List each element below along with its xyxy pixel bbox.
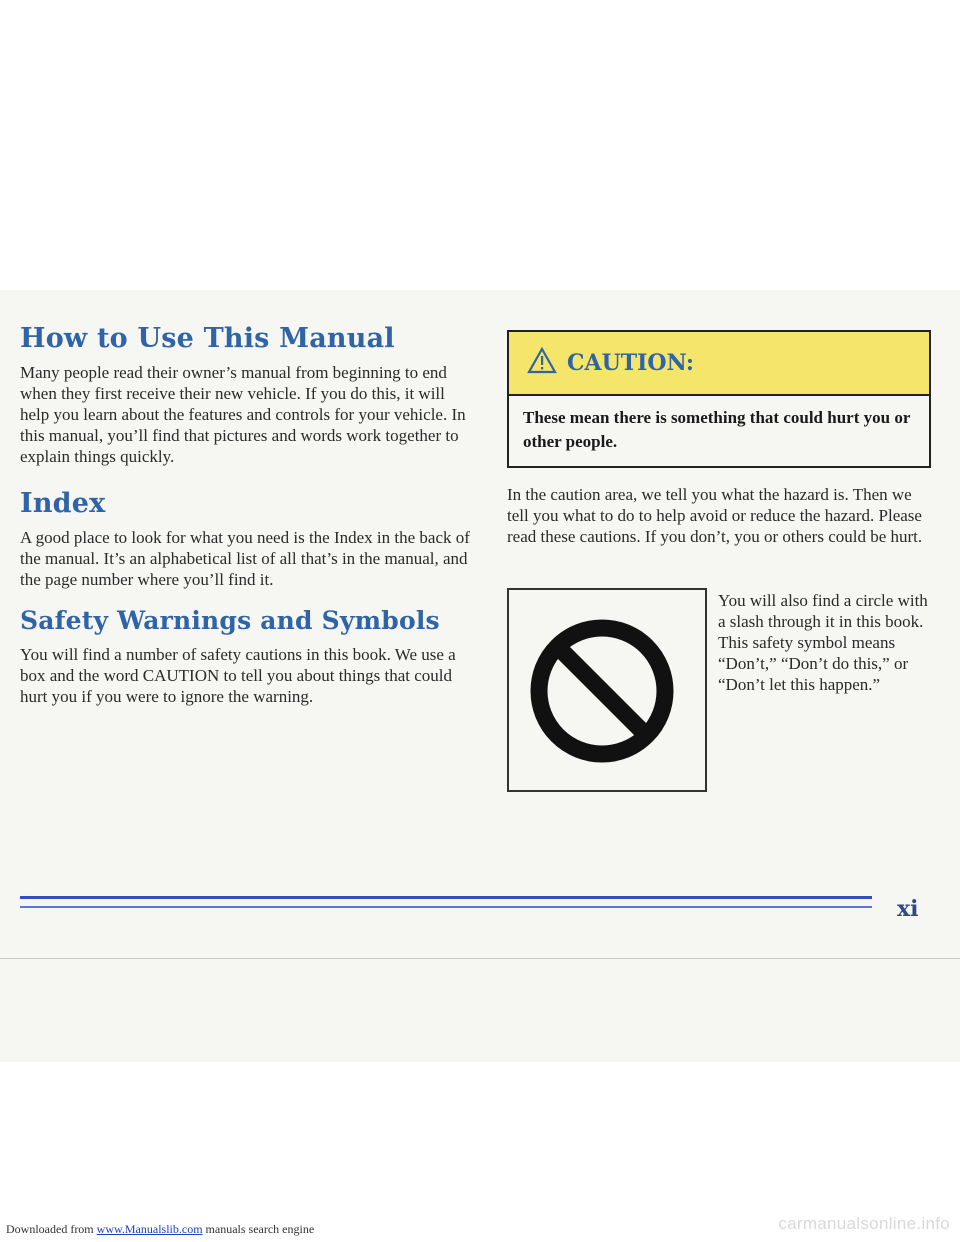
watermark: carmanualsonline.info [778,1214,950,1233]
footer-prefix: Downloaded from [6,1222,94,1236]
heading-safety: Safety Warnings and Symbols [20,606,440,635]
caution-explanation: In the caution area, we tell you what the hazard is. Then we tell you what to do to help avoid or reduce the hazard. Please read these cautions. If you don’t, you or others could be hurt. [507,485,923,546]
page-number: xi [897,896,919,922]
caution-body: These mean there is something that could hurt you or other people. [523,408,911,451]
footer-suffix: manuals search engine [205,1222,315,1236]
footer-rule [20,896,872,899]
caution-box [507,330,931,468]
no-symbol-icon [509,777,705,794]
left-column [20,322,472,707]
index-paragraph: A good place to look for what you need is the Index in the back of the manual. It’s an alphabetical list of all that’s in the manual, and the page number where you’ll find it. [20,528,470,589]
symbol-frame [507,588,707,792]
heading-how-to-use: How to Use This Manual [20,323,395,354]
caution-title: CAUTION: [567,350,695,376]
caution-header [509,332,929,396]
warning-triangle-icon [527,347,557,379]
footer-rule-thin [20,906,872,908]
download-footer [6,1222,314,1237]
page-edge-line [0,958,960,959]
heading-index: Index [20,488,106,519]
manualslib-link[interactable]: www.Manualslib.com [96,1222,203,1236]
safety-paragraph: You will find a number of safety cautions in this book. We use a box and the word CAUTION to tell you about things that could hurt you if you were to ignore the warning. [20,645,456,706]
symbol-explanation: You will also find a circle with a slash through it in this book. This safety symbol means “Don’t,” “Don’t do this,” or “Don’t let this happen.” [718,591,928,694]
how-to-use-paragraph: Many people read their owner’s manual from beginning to end when they first receive their new vehicle. If you do this, it will help you learn about the features and controls for your vehicle. In this manual, you’ll find that pictures and words work together to explain things quickly. [20,363,466,466]
